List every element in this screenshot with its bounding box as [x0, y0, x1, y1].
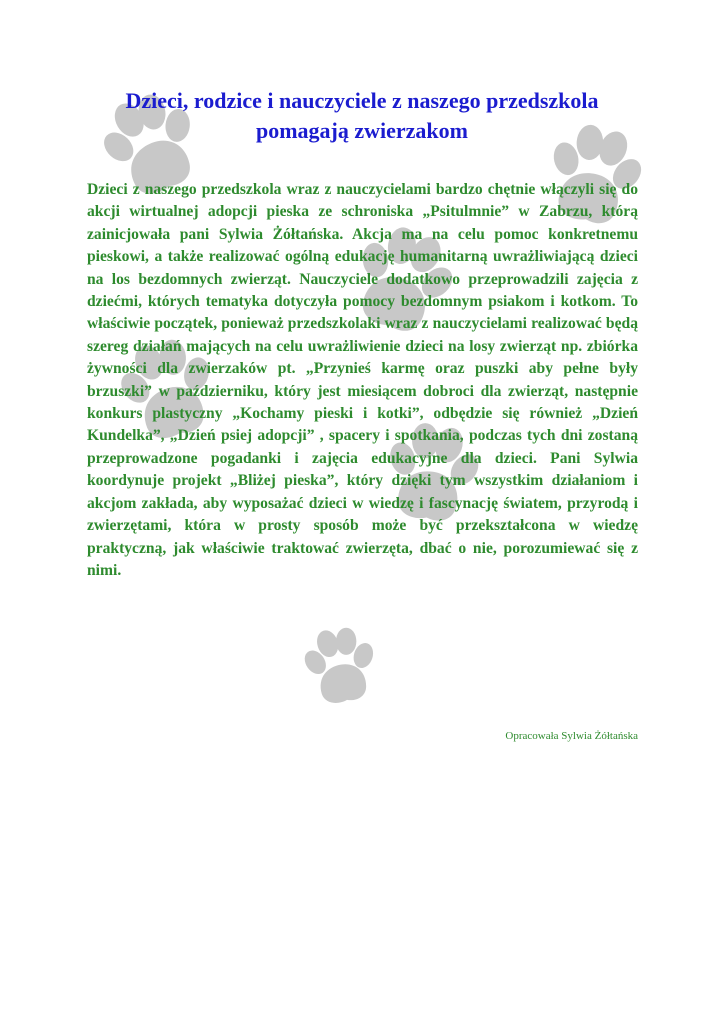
article-title: Dzieci, rodzice i nauczyciele z naszego przedszkola pomagają zwierzakom — [125, 88, 599, 143]
article-body: Dzieci z naszego przedszkola wraz z nauczycielami bardzo chętnie włączyli się do akcji wirtualnej adopcji pieska ze schroniska „Psitulmnie” w Zabrzu, którą zainicjowała pani Sylwia Żółtańska. Akcja ma na celu pomoc konkretnemu pieskowi, a także realizować ogólną edukację humanitarną uwrażliwiającą dzieci na los bezdomnych zwierząt. Nauczyciele dodatkowo przeprowadzili zajęcia z dziećmi, których tematyka dotyczyła pomocy bezdomnym psiakom i kotkom. To właściwie początek, ponieważ przedszkolaki wraz z nauczycielami realizować będą szereg działań mających na celu uwrażliwienie dzieci na losy zwierząt np. zbiórka żywności dla zwierzaków pt. „Przynieś karmę oraz puszki aby pełne były brzuszki” w październiku, który jest miesiącem dobroci dla zwierząt, następnie konkurs plastyczny „Kochamy pieski i kotki”, odbędzie się również „Dzień Kundelka”, „Dzień psiej adopcji” , spacery i spotkania, podczas tych dni zostaną przeprowadzone pogadanki i zajęcia edukacyjne dla dzieci. Pani Sylwia koordynuje projekt „Bliżej pieska”, który dzięki tym wszystkim działaniom i akcjom zakłada, aby wyposażać dzieci w wiedzę i fascynację światem, przyrodą i zwierzętami, która w prosty sposób może być przekształcona w wiedzę praktyczną, jak właściwie traktować zwierzęta, dbać o nie, porozumiewać się z nimi. — [87, 181, 638, 579]
article-author: Opracowała Sylwia Żółtańska — [505, 730, 638, 742]
